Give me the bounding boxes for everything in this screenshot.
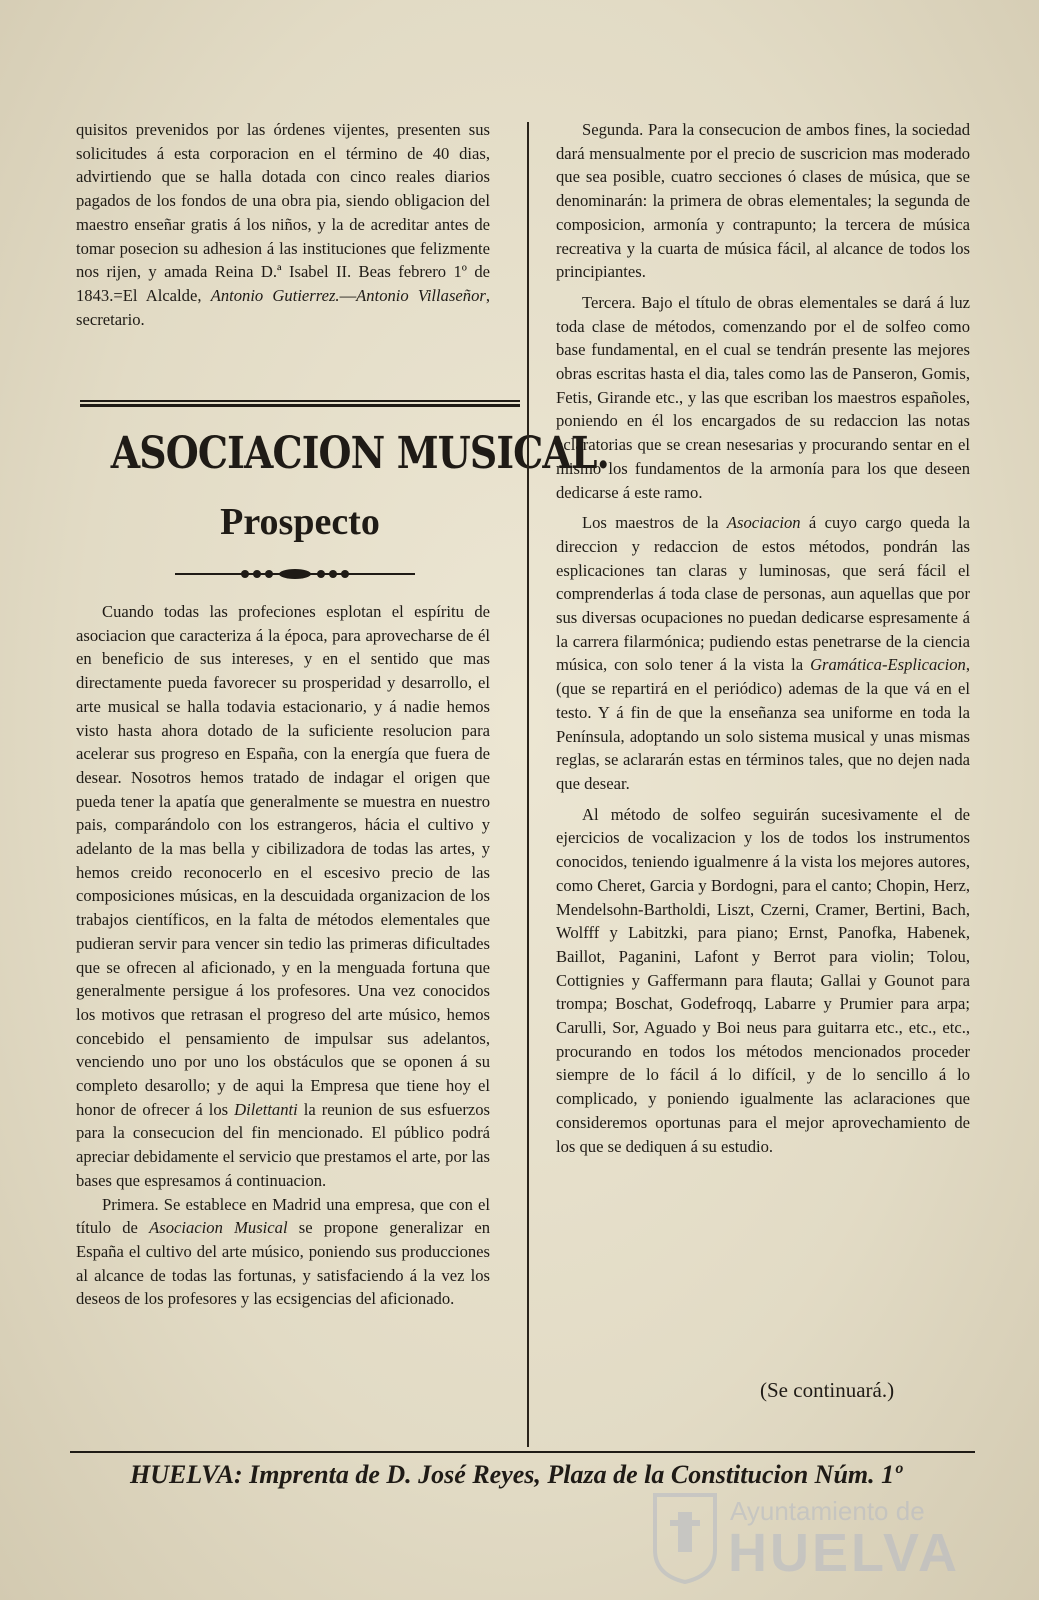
article-right-column: [556, 118, 970, 1158]
column-divider: [527, 122, 529, 1447]
archive-watermark: [650, 1490, 980, 1590]
watermark-line2: HUELVA: [728, 1523, 960, 1583]
left-column-top: [76, 118, 490, 331]
article-title: ASOCIACION MUSICAL.: [110, 428, 609, 479]
watermark-line1: Ayuntamiento de: [730, 1496, 925, 1526]
paragraph-primera: Primera. Se establece en Madrid una empresa, que con el título de Asociacion Musical se propone generalizar en España el cultivo del arte músico, poniendo sus producciones al alcance de todas las fortunas, y satisfaciendo á la vez los deseos de los profesores y las ecsigencias del aficionado.: [76, 1194, 490, 1309]
printer-imprint: HUELVA: Imprenta de D. José Reyes, Plaza de la Constitucion Núm. 1º: [130, 1460, 902, 1489]
article-subtitle: Prospecto: [220, 501, 380, 543]
closing-notice-paragraph: quisitos prevenidos por las órdenes vijentes, presenten sus solicitudes á esta corporacion en el término de 40 dias, advirtiendo que se halla dotada con cinco reales diarios pagados de los fondos de una obra pia, siendo obligacion del maestro enseñar gratis á los niños, y la de acreditar antes de tomar posecion su adhesion á las instituciones que felizmente nos rijen, y amada Reina D.ª Isabel II. Beas febrero 1º de 1843.=El Alcalde, Antonio Gutierrez.—Antonio Villaseñor, secretario.: [76, 120, 490, 329]
paragraph-tercera: Tercera. Bajo el título de obras elementales se dará á luz toda clase de métodos, comenzando por el de solfeo como base fundamental, en el cual se tendrán presente las mejores obras escritas hasta el dia, tales como las de Panseron, Gomis, Fetis, Girande etc., y las que escriban los maestros españoles, poniendo en él los encargados de su redaccion las notas aclaratorias que se crean nesesarias y procurando sentar en el mismo los fundamentos de la armonía para los que deseen dedicarse á este ramo.: [556, 292, 970, 502]
paragraph-maestros: Los maestros de la Asociacion á cuyo cargo queda la direccion y redaccion de estos métodos, pondrán las esplicaciones tan claras y luminosas, que será fácil el comprenderlas á toda clase de personas, aun aquellas que por sus diversas ocupaciones no puedan dedicarse espresamente á la carrera filarmónica; pudiendo estas penetrarse de la ciencia música, con solo tener á la vista la Gramática-Esplicacion, (que se repartirá en el periódico) ademas de la que vá en el testo. Y á fin de que la enseñanza sea uniforme en toda la Península, adoptando un solo sistema musical y unas mismas reglas, se aclararán estas en términos tales, que no dejen nada que desear.: [556, 513, 970, 793]
paragraph-metodo-solfeo: Al método de solfeo seguirán sucesivamente el de ejercicios de vocalizacion y los de todos los instrumentos conocidos, teniendo igualmenre á la vista los mejores autores, como Cheret, Garcia y Bordogni, para el canto; Chopin, Herz, Mendelsohn-Bartholdi, Liszt, Czerni, Cramer, Bertini, Bach, Wolfff y Labitzki, para piano; Ernst, Panofka, Habenek, Baillot, Paganini, Lafont y Berrot para violin; Tolou, Cottignies y Gaffermann para flauta; Gallai y Gounot para trompa; Boschat, Godefroqq, Labarre y Prumier para arpa; Carulli, Sor, Aguado y Boi neus para guitarra etc., etc., etc., procurando en todos los métodos mencionados proceder siempre de lo fácil á lo difícil, y de lo sencillo á lo complicado, y poniendo igualmente las aclaraciones que consideremos oportunas para el mejor aprovechamiento de los que se dediquen á su estudio.: [556, 804, 970, 1156]
section-rule: [80, 400, 520, 407]
ornament-divider: [175, 565, 415, 583]
article-left-column: [76, 600, 490, 1311]
to-be-continued: (Se continuará.): [760, 1378, 895, 1402]
footer-rule: [70, 1451, 975, 1453]
paragraph-intro: Cuando todas las profeciones esplotan el espíritu de asociacion que caracteriza á la época, para aprovecharse de él en beneficio de sus intereses, y en el sentido que mas directamente pueda favorecer su prosperidad y desarrollo, el arte musical se halla todavia estacionario, y á nadie hemos visto hasta ahora dotado de la suficiente resolucion para acelerar sus progreso en España, con la energía que fuera de desear. Nosotros hemos tratado de indagar el origen que pueda tener la apatía que generalmente se muestra en nuestro pais, comparándolo con los estrangeros, hácia el cultivo y adelanto de la mas bella y cibilizadora de todas las artes, y hemos creido reconocerlo en el escesivo precio de las composiciones músicas, en la descuidada organizacion de los trabajos científicos, en la falta de métodos elementales que pudieran servir para vencer sin tedio las primeras dificultades que se ofrecen al aficionado, y en la menguada fortuna que generalmente persigue á los profesores. Una vez conocidos los motivos que retrasan el progreso del arte músico, hemos concebido el pensamiento de impulsar sus adelantos, venciendo uno por uno los obstáculos que se oponen á su completo desarollo; y de aqui la Empresa que tiene hoy el honor de ofrecer á los Dilettanti la reunion de sus esfuerzos para la consecucion del fin mencionado. El público podrá apreciar debidamente el servicio que prestamos el arte, por las bases que espresamos á continuacion.: [76, 602, 490, 1190]
signatory-secretary: Antonio Villaseñor: [356, 285, 486, 305]
city-seal-icon: [650, 1490, 720, 1585]
signatory-mayor: Antonio Gutierrez.: [210, 285, 340, 305]
paragraph-segunda: Segunda. Para la consecucion de ambos fines, la sociedad dará mensualmente por el precio de suscricion mas moderado que sea posible, cuatro secciones ó clases de música, que se denominarán: la primera de obras elementales; la segunda de composicion, armonía y contrapunto; la tercera de música recreativa y la cuarta de música fácil, al alcance de todos los principiantes.: [556, 120, 970, 282]
